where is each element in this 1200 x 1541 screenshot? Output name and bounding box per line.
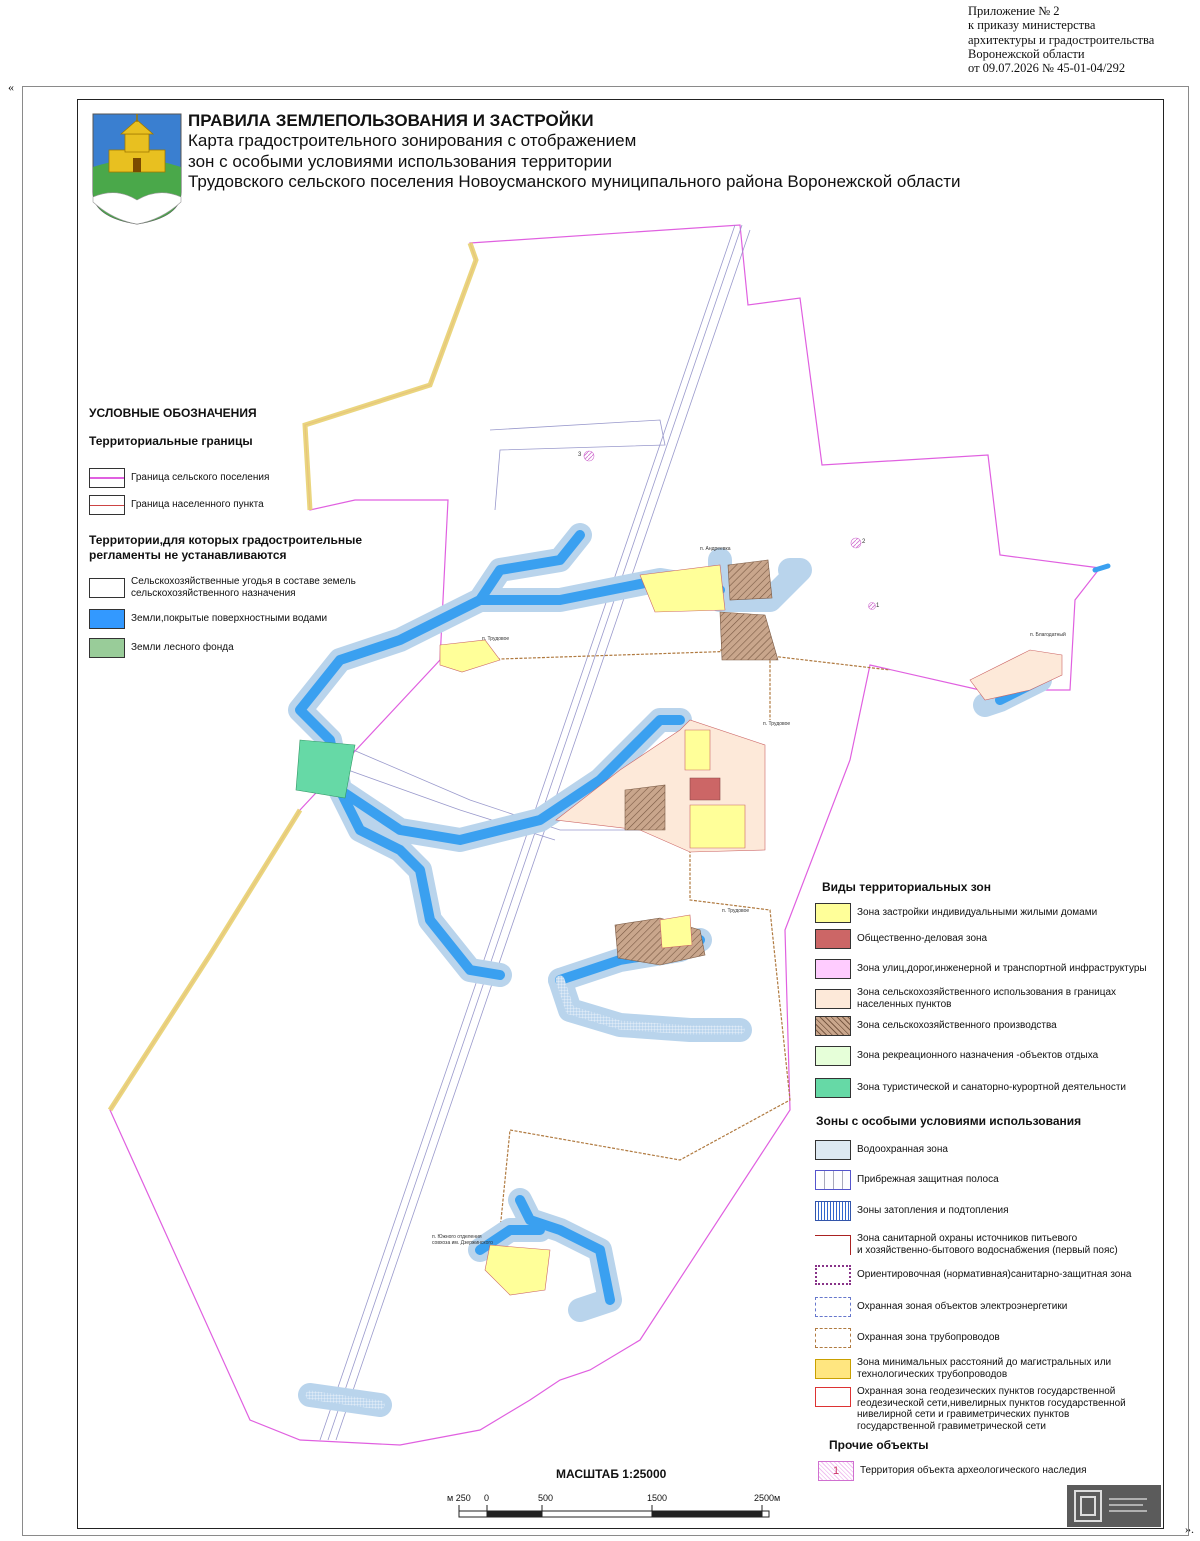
legend-item	[815, 903, 1097, 923]
legend-no-regulations-heading	[89, 533, 362, 563]
label-blagodatny: п. Благодатный	[1030, 632, 1066, 638]
swatch-sanitary-buffer	[815, 1265, 851, 1285]
legend-label: Зона сельскохозяйственного использования в границах населенных пунктов	[857, 987, 1117, 1010]
legend-label: Территория объекта археологического наследия	[860, 1465, 1087, 1477]
legend-item	[815, 1357, 1111, 1380]
legend-item	[89, 468, 269, 488]
legend-heading: УСЛОВНЫЕ ОБОЗНАЧЕНИЯ	[89, 406, 257, 420]
site-number: 1	[876, 603, 880, 609]
swatch-agri-production-zone	[815, 1016, 851, 1036]
legend-item	[815, 1016, 1057, 1036]
swatch-min-distance-zone	[815, 1359, 851, 1379]
legend-item	[815, 1233, 1118, 1256]
archaeological-marker: 1	[832, 1465, 840, 1477]
legend-label: Зона застройки индивидуальными жилыми домами	[857, 907, 1098, 919]
map-title: ПРАВИЛА ЗЕМЛЕПОЛЬЗОВАНИЯ И ЗАСТРОЙКИ	[188, 111, 594, 130]
swatch-pipeline-zone	[815, 1328, 851, 1348]
map-subtitle: зон с особыми условиями использования территории	[188, 151, 613, 171]
legend-label: Водоохранная зона	[857, 1144, 948, 1156]
legend-item	[815, 1328, 1000, 1348]
map-title-block	[188, 110, 961, 193]
legend-item	[815, 959, 1147, 979]
legend-label: Граница сельского поселения	[131, 472, 270, 484]
legend-label: Прибрежная защитная полоса	[857, 1174, 999, 1186]
legend-item	[89, 576, 356, 599]
closing-quote: ».	[1185, 1522, 1194, 1536]
legend-label: Сельскохозяйственные угодья в составе земель сельскохозяйственного назначения	[131, 576, 356, 599]
swatch-power-lines-zone	[815, 1297, 851, 1317]
appendix-line: Приложение № 2	[968, 4, 1060, 18]
legend-label: Ориентировочная (нормативная)санитарно-защитная зона	[857, 1269, 1132, 1281]
label-trudovoe-south: п. Трудовое	[722, 908, 750, 914]
scale-label: 500	[538, 1493, 554, 1503]
swatch-water-land	[89, 609, 125, 629]
label-yuzhny: п. Южного отделения	[432, 1234, 482, 1240]
legend-label: Граница населенного пункта	[131, 499, 264, 511]
legend-item	[89, 609, 327, 629]
scale-title: МАСШТАБ 1:25000	[556, 1467, 667, 1481]
swatch-forest-land	[89, 638, 125, 658]
legend-label: Охранная зона трубопроводов	[857, 1332, 1000, 1344]
legend-item	[815, 1265, 1131, 1285]
site-number: 2	[862, 539, 866, 545]
legend-heading-line: регламенты не устанавливаются	[89, 548, 287, 562]
legend-boundaries-heading: Территориальные границы	[89, 434, 253, 448]
legend-label: Охранная зоная объектов электроэнергетики	[857, 1301, 1068, 1313]
legend-label: Общественно-деловая зона	[857, 933, 988, 945]
swatch-geodetic-zone	[815, 1387, 851, 1407]
legend-label: Зона минимальных расстояний до магистральных или технологических трубопроводов	[857, 1357, 1112, 1380]
swatch-coastal-strip	[815, 1170, 851, 1190]
legend-special-heading: Зоны с особыми условиями использования	[816, 1114, 1082, 1128]
swatch-locality-boundary	[89, 495, 125, 515]
map-subtitle: Карта градостроительного зонирования с отображением	[188, 131, 637, 150]
swatch-agricultural-land	[89, 578, 125, 598]
swatch-business-zone	[815, 929, 851, 949]
legend-item	[818, 1461, 1086, 1481]
appendix-line: к приказу министерства	[968, 18, 1096, 33]
swatch-infrastructure-zone	[815, 959, 851, 979]
legend-item	[815, 1387, 1126, 1432]
legend-label: Зона улиц,дорог,инженерной и транспортной инфраструктуры	[857, 963, 1147, 975]
label-yuzhny-2: совхоза им. Дзержинского	[432, 1240, 493, 1246]
organization-logo	[1067, 1485, 1161, 1527]
legend-heading-line: Территории,для которых градостроительные	[89, 533, 363, 547]
legend-item	[89, 638, 234, 658]
legend-other-heading: Прочие объекты	[829, 1438, 929, 1452]
label-trudovoe-central: п. Трудовое	[763, 721, 791, 727]
swatch-recreation-zone	[815, 1046, 851, 1066]
swatch-water-protection	[815, 1140, 851, 1160]
swatch-tourism-zone	[815, 1078, 851, 1098]
site-number: 3	[578, 452, 582, 458]
appendix-line: Воронежской области	[968, 46, 1085, 61]
scale-label: м 250	[447, 1493, 471, 1503]
legend-item	[815, 987, 1116, 1010]
appendix-line: от 09.07.2026 № 45-01-04/292	[968, 61, 1126, 76]
swatch-residential-zone	[815, 903, 851, 923]
swatch-sanitary-protection	[815, 1235, 851, 1255]
label-trudovoe-nw: п. Трудовое	[482, 636, 510, 642]
legend-item	[815, 1078, 1126, 1098]
scale-label: 1500	[647, 1493, 668, 1503]
opening-quote: «	[8, 80, 14, 94]
legend-item	[815, 1046, 1098, 1066]
legend-item	[815, 1297, 1067, 1317]
swatch-archaeological-site	[818, 1461, 854, 1481]
legend-label: Зона сельскохозяйственного производства	[857, 1020, 1057, 1032]
legend-label: Зона рекреационного назначения -объектов отдыха	[857, 1050, 1099, 1062]
legend-item	[815, 1140, 948, 1160]
logo-mark-icon	[1067, 1485, 1161, 1527]
legend-item	[89, 495, 264, 515]
appendix-line: архитектуры и градостроительства	[968, 32, 1155, 47]
legend-label: Охранная зона геодезических пунктов государственной геодезической сети,нивелирных пунктов государственной нивелирной сети и гравиметрических пунктов государственной гравиметрической сети	[857, 1386, 1126, 1432]
legend-label: Зоны затопления и подтопления	[857, 1205, 1009, 1217]
label-andreevka: п. Андреевка	[700, 546, 731, 552]
swatch-settlement-boundary	[89, 468, 125, 488]
scale-bar	[455, 1503, 785, 1521]
map-subtitle: Трудовского сельского поселения Новоусманского муниципального района Воронежской области	[188, 172, 961, 191]
legend-item	[815, 1170, 999, 1190]
tourism-zone	[296, 740, 355, 798]
scale-label: 0	[484, 1493, 490, 1503]
swatch-agri-use-zone	[815, 989, 851, 1009]
swatch-flood-zone	[815, 1201, 851, 1221]
coat-of-arms-icon	[91, 112, 183, 226]
legend-zones-heading: Виды территориальных зон	[822, 880, 992, 894]
legend-label: Земли,покрытые поверхностными водами	[131, 613, 328, 625]
legend-item	[815, 1201, 1008, 1221]
legend-label: Зона санитарной охраны источников питьевого и хозяйственно-бытового водоснабжения (первый пояс)	[857, 1233, 1118, 1256]
legend-label: Земли лесного фонда	[131, 642, 234, 654]
legend-label: Зона туристической и санаторно-курортной деятельности	[857, 1082, 1127, 1094]
scale-label: 2500м	[754, 1493, 781, 1503]
legend-item	[815, 929, 987, 949]
